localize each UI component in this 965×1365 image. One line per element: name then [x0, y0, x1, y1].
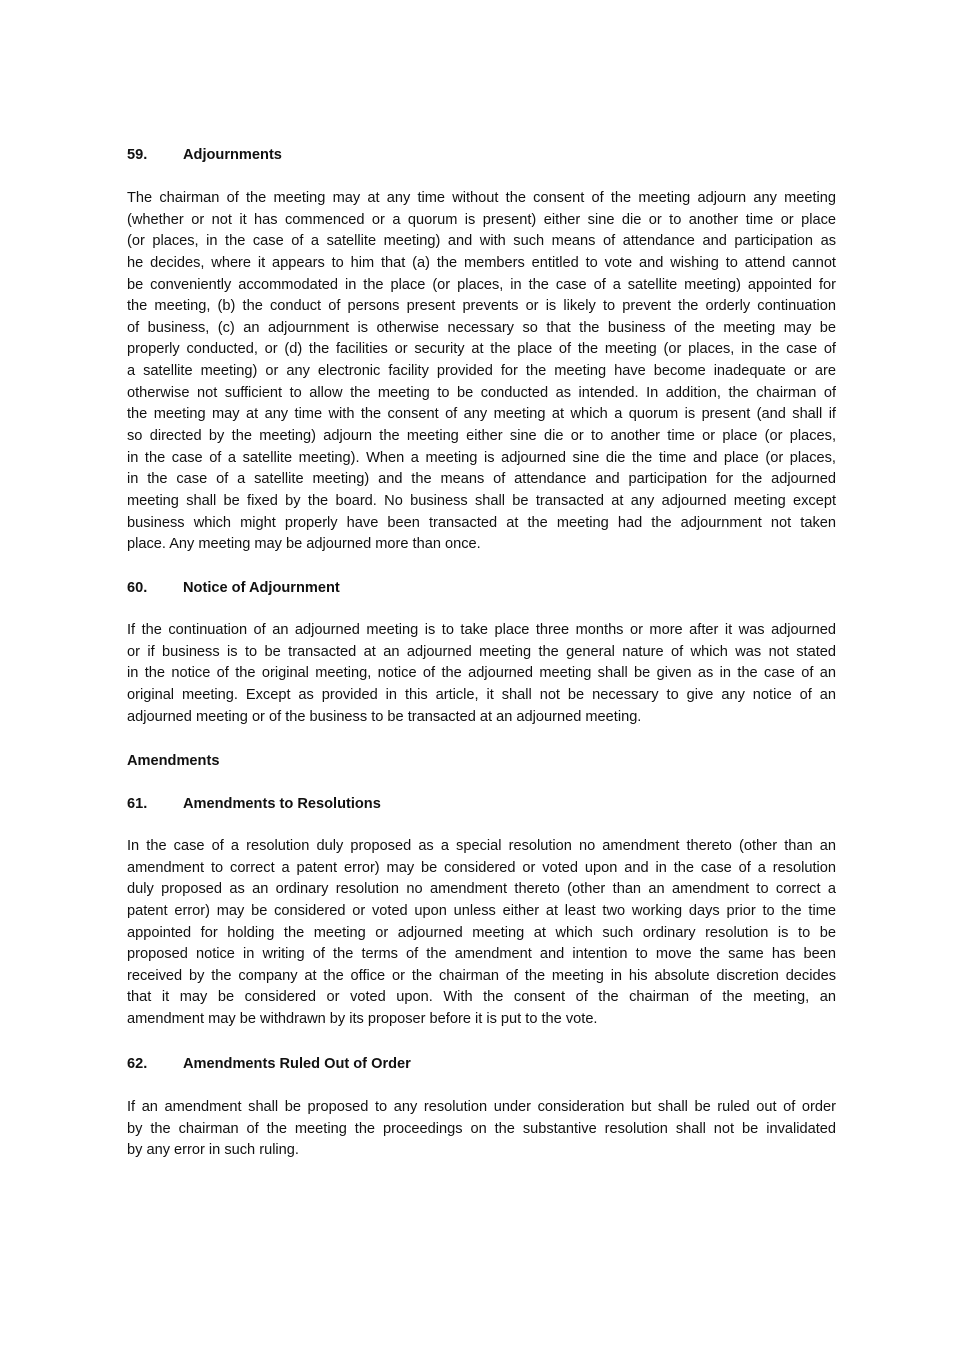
section-title: Adjournments	[183, 147, 282, 163]
text-line: in the case of a satellite meeting) and the means of attendance and participation for the adjourned	[127, 471, 836, 488]
group-heading-amendments: Amendments	[127, 753, 220, 769]
section-number: 62.	[127, 1056, 148, 1072]
text-line: proposed notice in writing of the terms of the amendment and intention to move the same has been	[127, 946, 836, 963]
text-line: original meeting. Except as provided in this article, it shall not be necessary to give any notice of an	[127, 686, 836, 703]
text-line: in the case of a satellite meeting). When a meeting is adjourned sine die the time and place (or places,	[127, 449, 836, 466]
text-line: be conveniently accommodated in the place (or places, in the case of a satellite meeting) appointed for	[127, 276, 836, 293]
text-line: the meeting, (b) the conduct of persons present prevents or is likely to prevent the orderly continuation	[127, 298, 836, 315]
text-line: place. Any meeting may be adjourned more than once.	[127, 536, 481, 553]
text-line: meeting shall be fixed by the board. No business shall be transacted at any adjourned meeting except	[127, 492, 836, 509]
section-title: Amendments Ruled Out of Order	[183, 1056, 411, 1072]
section-60-body	[127, 620, 836, 728]
text-line: If the continuation of an adjourned meeting is to take place three months or more after it was adjourned	[127, 622, 836, 638]
text-line: (or places, in the case of a satellite meeting) and with such means of attendance and participation as	[127, 233, 836, 250]
text-line: he decides, where it appears to him that (a) the members entitled to vote and wishing to attend cannot	[127, 254, 836, 271]
text-line: amendment may be withdrawn by its proposer before it is put to the vote.	[127, 1011, 598, 1028]
text-line: In the case of a resolution duly proposed as a special resolution no amendment thereto (other than an	[127, 838, 836, 854]
section-59-body	[127, 188, 836, 556]
text-line: amendment to correct a patent error) may be considered or voted upon and in the case of a resolution	[127, 859, 836, 876]
text-line: so directed by the meeting) adjourn the meeting either sine die or to another time or place (or places,	[127, 428, 836, 445]
section-62-heading	[127, 1054, 836, 1074]
text-line: business which might properly have been transacted at the meeting had the adjournment not taken	[127, 514, 836, 531]
section-title: Notice of Adjournment	[183, 580, 340, 596]
text-line: of business, (c) an adjournment is otherwise necessary so that the business of the meeting may be	[127, 319, 836, 336]
text-line: that it may be considered or voted upon. With the consent of the chairman of the meeting, an	[127, 989, 836, 1006]
section-title: Amendments to Resolutions	[183, 796, 381, 812]
section-59-heading	[127, 145, 836, 165]
text-line: in the notice of the original meeting, notice of the adjourned meeting shall be given as in the case of an	[127, 665, 836, 682]
text-line: by any error in such ruling.	[127, 1142, 299, 1159]
section-number: 59.	[127, 147, 148, 163]
text-line: or if business is to be transacted at an adjourned meeting the general nature of which was not stated	[127, 643, 836, 660]
text-line: by the chairman of the meeting the proceedings on the substantive resolution shall not be invalidated	[127, 1120, 836, 1137]
text-line: the meeting may at any time with the consent of any meeting at which a quorum is present (and shall if	[127, 406, 836, 423]
text-line: (whether or not it has commenced or a quorum is present) either sine die or to another time or place	[127, 211, 836, 228]
text-line: properly conducted, or (d) the facilities or security at the place of the meeting (or places, in the case of	[127, 341, 836, 358]
text-line: The chairman of the meeting may at any time without the consent of the meeting adjourn any meeting	[127, 190, 836, 206]
section-number: 61.	[127, 796, 148, 812]
section-62-body	[127, 1097, 836, 1162]
text-line: received by the company at the office or the chairman of the meeting in his absolute discretion decides	[127, 967, 836, 984]
text-line: adjourned meeting or of the business to be transacted at an adjourned meeting.	[127, 708, 642, 725]
text-line: a satellite meeting) or any electronic facility provided for the meeting have become inadequate or are	[127, 363, 836, 380]
section-61-heading	[127, 794, 836, 814]
section-60-heading	[127, 578, 836, 598]
section-61-body	[127, 836, 836, 1031]
text-line: appointed for holding the meeting or adjourned meeting at which such ordinary resolution is to be	[127, 924, 836, 941]
text-line: duly proposed as an ordinary resolution no amendment thereto (other than an amendment to correct a	[127, 881, 836, 898]
section-number: 60.	[127, 580, 148, 596]
text-line: If an amendment shall be proposed to any resolution under consideration but shall be ruled out of order	[127, 1099, 836, 1115]
text-line: otherwise not sufficient to allow the meeting to be conducted as intended. In addition, the chairman of	[127, 384, 836, 401]
text-line: patent error) may be considered or voted upon unless either at least two working days prior to the time	[127, 902, 836, 919]
